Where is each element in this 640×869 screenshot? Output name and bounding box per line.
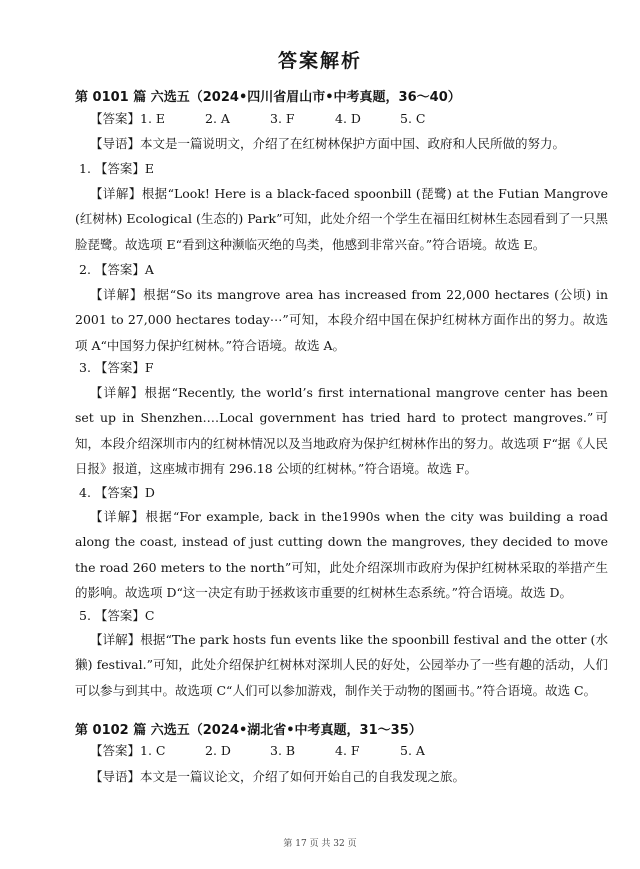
detail-paragraph	[75, 504, 608, 606]
answer-item: 2. A	[205, 111, 230, 126]
detail-paragraph	[75, 380, 608, 482]
answer-item: 5. C	[400, 111, 426, 126]
answer-label: 【答案】	[90, 743, 141, 758]
answer-item: 1. E	[140, 111, 166, 126]
answer-item: 3. B	[270, 743, 296, 758]
answer-summary-0102	[90, 738, 615, 763]
question-label: 2. 【答案】A	[79, 262, 154, 277]
answer-item: 3. F	[270, 111, 295, 126]
answer-item: 4. D	[335, 111, 361, 126]
question-label: 4. 【答案】D	[79, 485, 155, 500]
question-label: 1. 【答案】E	[79, 161, 155, 176]
answer-label: 【答案】	[90, 111, 141, 126]
guide-text-0101: 【导语】本文是一篇说明文，介绍了在红树林保护方面中国、政府和人民所做的努力。	[90, 136, 566, 151]
question-label: 5. 【答案】C	[79, 608, 155, 623]
answer-item: 5. A	[400, 743, 425, 758]
detail-paragraph	[75, 627, 608, 703]
section-heading-0102: 第 0102 篇 六选五（2024•湖北省•中考真题，31～35）	[75, 723, 422, 738]
guide-text-0102: 【导语】本文是一篇议论文，介绍了如何开始自己的自我发现之旅。	[90, 769, 466, 784]
answer-item: 2. D	[205, 743, 231, 758]
page-footer: 第 17 页 共 32 页	[283, 839, 357, 849]
answer-summary-0101	[90, 106, 615, 131]
detail-text: 【详解】根据“Recently, the world’s first international mangrove center has been set up in Shenzhen.…Local government has tried hard to protect mangroves.”可知，本段介绍深圳市内的红树林情况以及当地政府为保护红树林作出的努力。故选项 F“据《人民日报》报道，这座城市拥有 296.18 公顷的红树林。”符合语境。故选 F。	[75, 385, 608, 477]
detail-text: 【详解】根据“The park hosts fun events like the spoonbill festival and the otter (水獭) festival.”可知，此处介绍保护红树林对深圳人民的好处，公园举办了一些有趣的活动，人们可以参与到其中。故选项 C“人们可以参加游戏，制作关于动物的图画书。”符合语境。故选 C。	[75, 632, 608, 698]
answer-item: 1. C	[140, 743, 166, 758]
detail-paragraph	[75, 181, 608, 257]
detail-paragraph	[75, 282, 608, 358]
detail-text: 【详解】根据“Look! Here is a black-faced spoonbill (琵鹭) at the Futian Mangrove (红树林) Ecological (生态的) Park”可知，此处介绍一个学生在福田红树林生态园看到了一只黑脸琵鹭。故选项 E“看到这种濒临灭绝的鸟类，他感到非常兴奋。”符合语境。故选 E。	[75, 186, 608, 252]
answer-item: 4. F	[335, 743, 360, 758]
question-label: 3. 【答案】F	[79, 360, 154, 375]
page-title: 答案解析	[277, 50, 362, 72]
detail-text: 【详解】根据“So its mangrove area has increased from 22,000 hectares (公顷) in 2001 to 27,000 hectares today⋯”可知，本段介绍中国在保护红树林方面作出的努力。故选项 A“中国努力保护红树林。”符合语境。故选 A。	[75, 287, 608, 353]
detail-text: 【详解】根据“For example, back in the1990s when the city was building a road along the coast, instead of just cutting down the mangroves, they decided to move the road 260 meters to the north”可知，此处介绍深圳市政府为保护红树林采取的举措产生的影响。故选项 D“这一决定有助于拯救该市重要的红树林生态系统。”符合语境。故选 D。	[75, 509, 608, 601]
section-heading-0101: 第 0101 篇 六选五（2024•四川省眉山市•中考真题，36～40）	[75, 90, 461, 105]
